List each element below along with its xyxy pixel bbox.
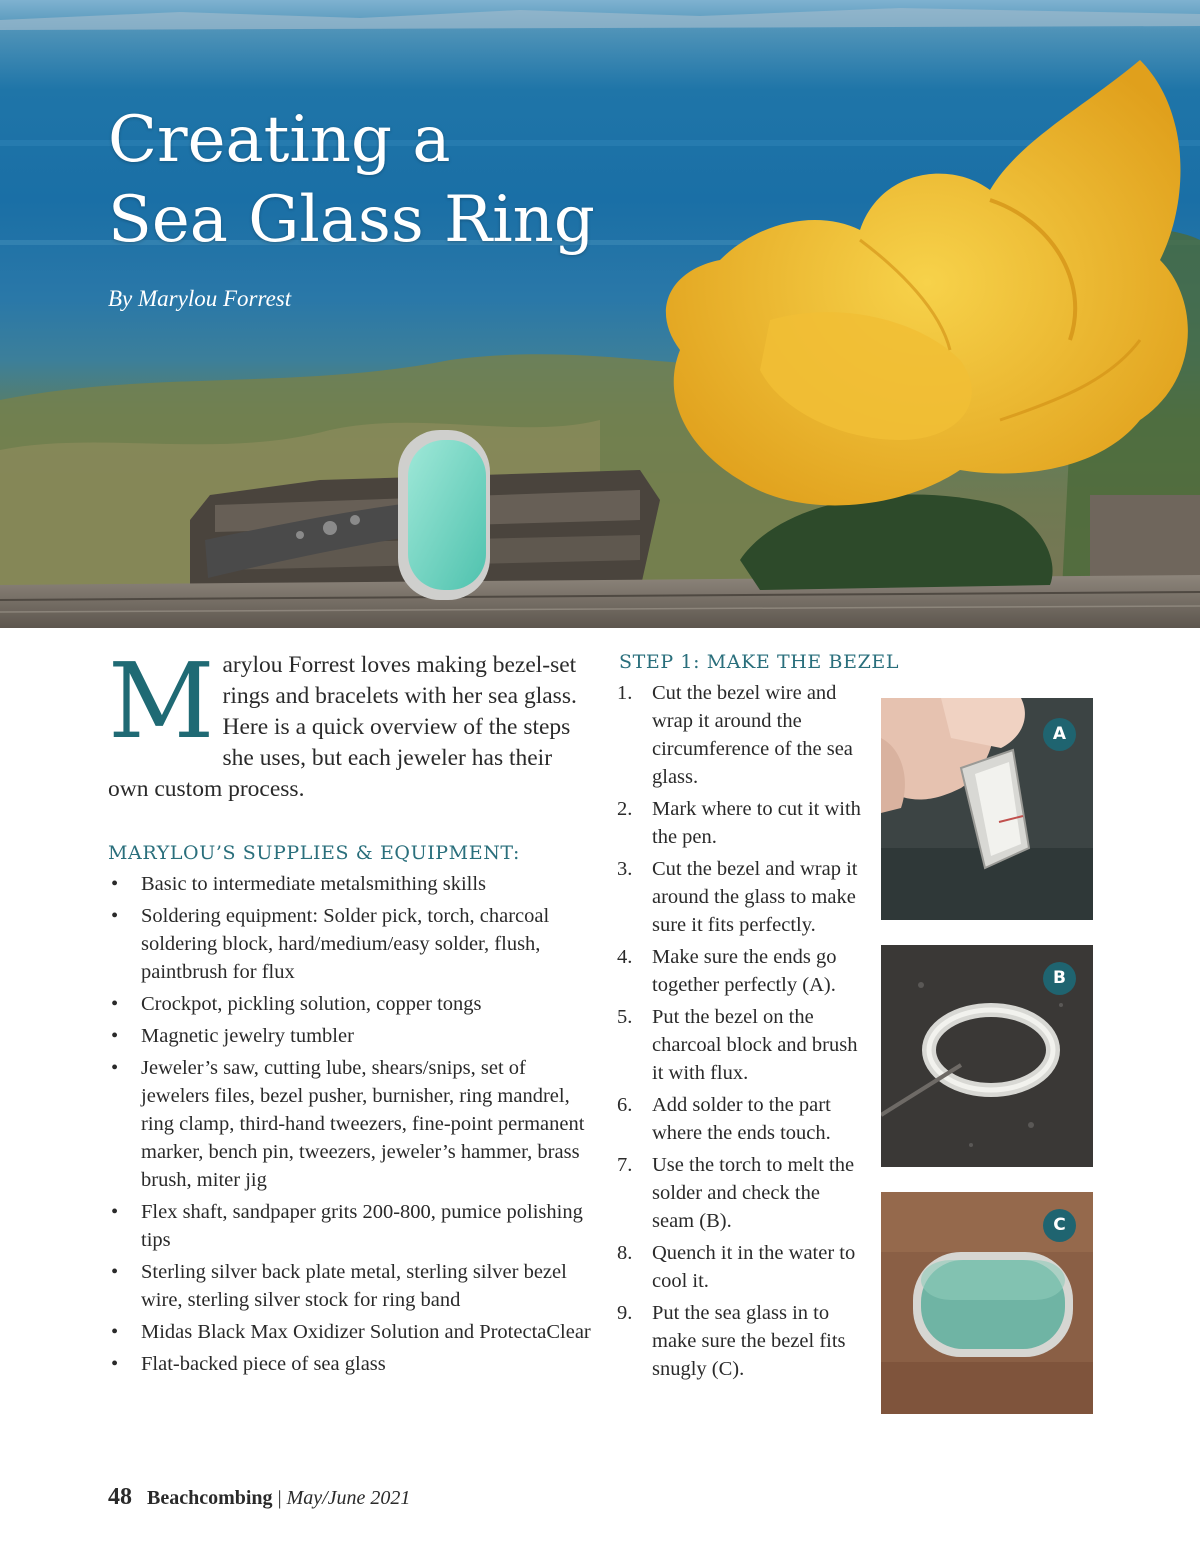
article-title-line-2: Sea Glass Ring xyxy=(108,183,595,257)
author-byline: By Marylou Forrest xyxy=(108,286,292,311)
supply-item xyxy=(108,1318,598,1346)
supply-item-text: Midas Black Max Oxidizer Solution and ProtectaClear xyxy=(141,1321,591,1343)
supply-item xyxy=(108,1022,598,1050)
bullet-icon: • xyxy=(111,1261,119,1283)
photo-b-badge: B xyxy=(1043,962,1076,995)
step-number: 6. xyxy=(617,1094,633,1116)
supply-item-text: Jeweler’s saw, cutting lube, shears/snips, set of jewelers files, bezel pusher, burnisher, ring mandrel, ring clamp, third-hand tweezers, fine-point permanent marker, bench pin, tweezers, jeweler’s hammer, brass brush, miter jig xyxy=(141,1057,585,1191)
supply-item xyxy=(108,1054,598,1194)
step-text: Add solder to the part where the ends touch. xyxy=(652,1094,831,1144)
step-text: Quench it in the water to cool it. xyxy=(652,1242,856,1292)
bullet-icon: • xyxy=(111,1321,119,1343)
step-number: 7. xyxy=(617,1154,633,1176)
photo-a-badge: A xyxy=(1043,718,1076,751)
photo-b-soldering xyxy=(881,945,1093,1167)
step-item xyxy=(617,1299,867,1383)
step-1-list xyxy=(617,679,867,1387)
footer-separator: | xyxy=(277,1487,282,1509)
supply-item-text: Magnetic jewelry tumbler xyxy=(141,1025,354,1047)
step-number: 5. xyxy=(617,1006,633,1028)
step-item xyxy=(617,1151,867,1235)
supply-item-text: Flex shaft, sandpaper grits 200-800, pumice polishing tips xyxy=(141,1201,583,1251)
page-number: 48 xyxy=(108,1484,132,1510)
bullet-icon: • xyxy=(111,993,119,1015)
step-item xyxy=(617,1239,867,1295)
intro-text: arylou Forrest loves making bezel-set rings and bracelets with her sea glass. Here is a quick overview of the steps she uses, but each jeweler has their own custom process. xyxy=(108,652,577,802)
step-text: Make sure the ends go together perfectly (A). xyxy=(652,946,837,996)
supply-item xyxy=(108,1198,598,1254)
step-text: Put the sea glass in to make sure the bezel fits snugly (C). xyxy=(652,1302,846,1380)
step-text: Cut the bezel wire and wrap it around the circumference of the sea glass. xyxy=(652,682,853,788)
step-number: 9. xyxy=(617,1302,633,1324)
step-item xyxy=(617,1003,867,1087)
supplies-heading: MARYLOU’S SUPPLIES & EQUIPMENT: xyxy=(108,842,521,864)
step-number: 4. xyxy=(617,946,633,968)
bullet-icon: • xyxy=(111,1201,119,1223)
step-number: 3. xyxy=(617,858,633,880)
bullet-icon: • xyxy=(111,1057,119,1079)
magazine-name: Beachcombing xyxy=(147,1487,273,1509)
supply-item-text: Crockpot, pickling solution, copper tongs xyxy=(141,993,482,1015)
step-item xyxy=(617,679,867,791)
step-item xyxy=(617,1091,867,1147)
step-text: Use the torch to melt the solder and check the seam (B). xyxy=(652,1154,855,1232)
hero-photo xyxy=(0,0,1200,628)
step-number: 1. xyxy=(617,682,633,704)
photo-a-bezel-wire xyxy=(881,698,1093,920)
page-footer xyxy=(108,1484,410,1511)
step-number: 2. xyxy=(617,798,633,820)
step-number: 8. xyxy=(617,1242,633,1264)
intro-paragraph xyxy=(108,640,586,805)
supply-item xyxy=(108,902,598,986)
supply-item-text: Sterling silver back plate metal, sterling silver bezel wire, sterling silver stock for ring band xyxy=(141,1261,567,1311)
supply-item xyxy=(108,1350,598,1378)
step-text: Mark where to cut it with the pen. xyxy=(652,798,861,848)
bullet-icon: • xyxy=(111,1025,119,1047)
supply-item xyxy=(108,990,598,1018)
article-title xyxy=(108,100,595,260)
supply-item xyxy=(108,870,598,898)
supply-item-text: Soldering equipment: Solder pick, torch, charcoal soldering block, hard/medium/easy solder, flush, paintbrush for flux xyxy=(141,905,550,983)
step-1-heading: STEP 1: MAKE THE BEZEL xyxy=(619,651,900,673)
issue-date: May/June 2021 xyxy=(286,1487,411,1509)
supply-item xyxy=(108,1258,598,1314)
bullet-icon: • xyxy=(111,873,119,895)
supply-item-text: Flat-backed piece of sea glass xyxy=(141,1353,386,1375)
supply-item-text: Basic to intermediate metalsmithing skills xyxy=(141,873,487,895)
step-item xyxy=(617,795,867,851)
photo-c-glass-in-bezel xyxy=(881,1192,1093,1414)
supplies-list xyxy=(108,870,598,1382)
step-text: Cut the bezel and wrap it around the glass to make sure it fits perfectly. xyxy=(652,858,858,936)
bullet-icon: • xyxy=(111,1353,119,1375)
hero-scene-illustration xyxy=(0,0,1200,628)
drop-cap: M xyxy=(108,640,215,762)
step-text: Put the bezel on the charcoal block and brush it with flux. xyxy=(652,1006,858,1084)
bullet-icon: • xyxy=(111,905,119,927)
step-item xyxy=(617,855,867,939)
step-item xyxy=(617,943,867,999)
photo-c-badge: C xyxy=(1043,1209,1076,1242)
article-title-line-1: Creating a xyxy=(108,103,451,177)
